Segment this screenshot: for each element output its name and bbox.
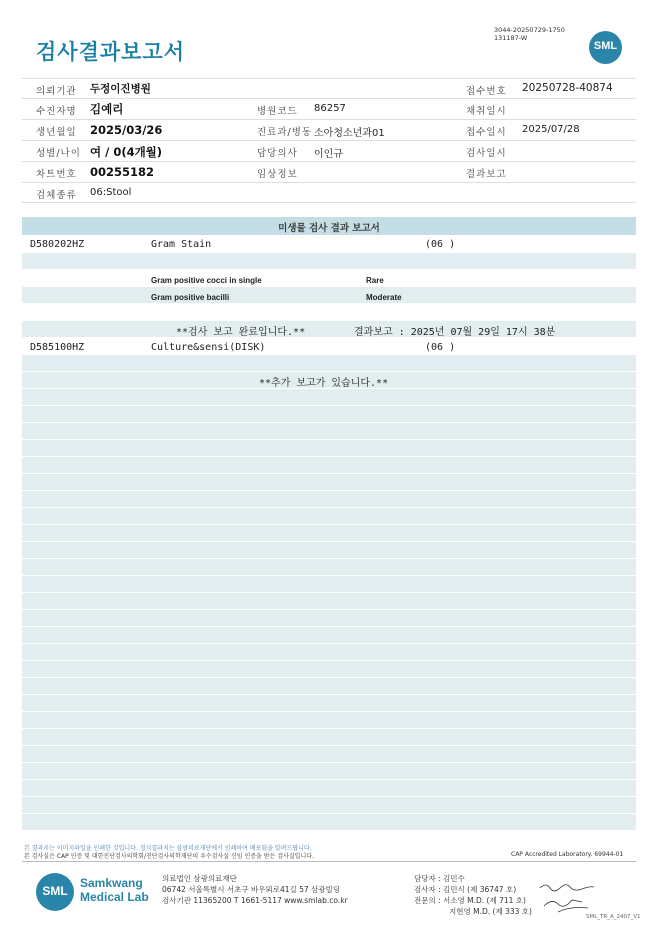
- dept-value: 소아청소년과01: [314, 128, 385, 139]
- top-code: [494, 26, 565, 42]
- test2-code: D585100HZ: [30, 342, 85, 353]
- test1-code: D580202HZ: [30, 239, 85, 250]
- result-row-stripe: [22, 780, 636, 796]
- brand-line-1: Samkwang: [80, 876, 143, 890]
- result-row-stripe: [22, 440, 636, 456]
- specimen-label: 검체종류: [36, 190, 77, 201]
- institution-value: 두정이진병원: [90, 83, 151, 95]
- section-title: 미생물 검사 결과 보고서: [278, 223, 380, 234]
- name-value: 김예리: [90, 102, 124, 116]
- org-info: [162, 873, 348, 906]
- doctor-label: 담당의사: [257, 148, 298, 159]
- footer-logo-text: SML: [42, 884, 68, 898]
- org-address: 06742 서울특별시 서초구 바우뫼로41길 57 삼광빌딩: [162, 885, 341, 894]
- result-row-stripe: [22, 253, 636, 269]
- result-row-stripe: [22, 746, 636, 762]
- birth-value: 2025/03/26: [90, 123, 163, 137]
- signature-icon: [538, 880, 598, 916]
- result-row-stripe: [22, 389, 636, 405]
- clinical-label: 임상정보: [257, 169, 298, 180]
- top-code-line-2: 131187-W: [494, 34, 528, 42]
- complete-time: 결과보고 : 2025년 07월 29일 17시 38분: [354, 327, 556, 338]
- result-row-stripe: [22, 406, 636, 422]
- name-label: 수진자명: [36, 106, 77, 117]
- hospital-code-label: 병원코드: [257, 106, 298, 117]
- test1-specimen: (06 ): [425, 239, 456, 250]
- divider: [22, 78, 636, 79]
- result-row-stripe: [22, 542, 636, 558]
- divider: [22, 119, 636, 120]
- brand-line-2: Medical Lab: [80, 890, 149, 904]
- divider: [22, 202, 636, 203]
- result-row-stripe: [22, 644, 636, 660]
- result-section-header: [22, 217, 636, 235]
- result-row-stripe: [22, 593, 636, 609]
- finding2-name: Gram positive bacilli: [151, 293, 230, 302]
- dept-label: 진료과/병동: [257, 127, 313, 138]
- form-code: SML_TR_A_2407_V1: [586, 914, 641, 920]
- result-row-stripe: [22, 712, 636, 728]
- result-row-stripe: [22, 525, 636, 541]
- specimen-value: 06:Stool: [90, 187, 132, 198]
- report-label: 결과보고: [466, 169, 507, 180]
- result-row-stripe: [22, 814, 636, 830]
- result-row-stripe: [22, 457, 636, 473]
- result-row-stripe: [22, 423, 636, 439]
- result-row-stripe: [22, 763, 636, 779]
- finding1-name: Gram positive cocci in single: [151, 276, 262, 285]
- result-row-stripe: [22, 729, 636, 745]
- receipt-no-label: 접수번호: [466, 86, 507, 97]
- result-row-stripe: [22, 627, 636, 643]
- sex-age-value: 여 / 0(4개월): [90, 145, 163, 159]
- sml-logo-icon: [589, 31, 622, 64]
- doctor-value: 이인규: [314, 149, 343, 160]
- test2-name: Culture&sensi(DISK): [151, 342, 266, 353]
- divider: [22, 140, 636, 141]
- staff-2: 검사자 : 김민식 (제 36747 호): [414, 885, 517, 894]
- result-row-stripe: [22, 678, 636, 694]
- receipt-no-value: 20250728-40874: [522, 82, 613, 94]
- birth-label: 생년월일: [36, 127, 77, 138]
- brand-name: [80, 876, 149, 904]
- result-row-stripe: [22, 508, 636, 524]
- result-row-stripe: [22, 355, 636, 371]
- footer-divider: [22, 861, 636, 862]
- result-row-stripe: [22, 797, 636, 813]
- result-row-stripe: [22, 559, 636, 575]
- receipt-date-label: 접수일시: [466, 127, 507, 138]
- finding2-value: Moderate: [366, 293, 402, 302]
- hospital-code-value: 86257: [314, 103, 346, 114]
- test1-name: Gram Stain: [151, 239, 212, 250]
- staff-1: 담당자 : 김민수: [414, 874, 465, 883]
- receipt-date-value: 2025/07/28: [522, 124, 580, 135]
- staff-3: 전문의 : 서소영 M.D. (제 711 호): [414, 896, 526, 905]
- result-row-stripe: [22, 661, 636, 677]
- footer-note-1: 본 결과지는 이미지파일을 인쇄한 것입니다. 정식결과지는 삼광의료재단에서 인쇄하여 배포됨을 알려드립니다.: [24, 845, 312, 852]
- result-row-stripe: [22, 474, 636, 490]
- chart-no-value: 00255182: [90, 165, 155, 179]
- org-name: 의료법인 삼광의료재단: [162, 874, 237, 883]
- collection-label: 채취일시: [466, 106, 507, 117]
- org-contact: 검사기관 11365200 T 1661-5117 www.smlab.co.kr: [162, 896, 348, 905]
- page-title: 검사결과보고서: [36, 40, 186, 64]
- top-code-line-1: 3044-20250729-1750: [494, 26, 565, 34]
- sml-footer-logo-icon: [36, 873, 74, 911]
- additional-message: **추가 보고가 있습니다.**: [259, 378, 389, 389]
- result-row-stripe: [22, 491, 636, 507]
- divider: [22, 98, 636, 99]
- sex-age-label: 성별/나이: [36, 148, 81, 159]
- logo-text: SML: [593, 40, 618, 52]
- result-row-stripe: [22, 695, 636, 711]
- divider: [22, 182, 636, 183]
- result-row-stripe: [22, 576, 636, 592]
- finding1-value: Rare: [366, 276, 384, 285]
- divider: [22, 161, 636, 162]
- staff-info: [414, 873, 532, 917]
- institution-label: 의뢰기관: [36, 86, 77, 97]
- result-row-stripe: [22, 610, 636, 626]
- staff-4: 지현영 M.D. (제 333 호): [449, 907, 532, 916]
- footer-note-2: 본 검사실은 CAP 인증 및 대한진단검사의학회/진단검사의학재단의 우수검사실 신임 인증을 받은 검사실입니다.: [24, 853, 314, 860]
- complete-message: **검사 보고 완료입니다.**: [176, 327, 306, 338]
- chart-no-label: 차트번호: [36, 169, 77, 180]
- test2-specimen: (06 ): [425, 342, 456, 353]
- test-date-label: 검사일시: [466, 148, 507, 159]
- cap-accreditation: CAP Accredited Laboratory. 69944-01: [511, 851, 624, 858]
- result-row-stripe: [22, 287, 636, 303]
